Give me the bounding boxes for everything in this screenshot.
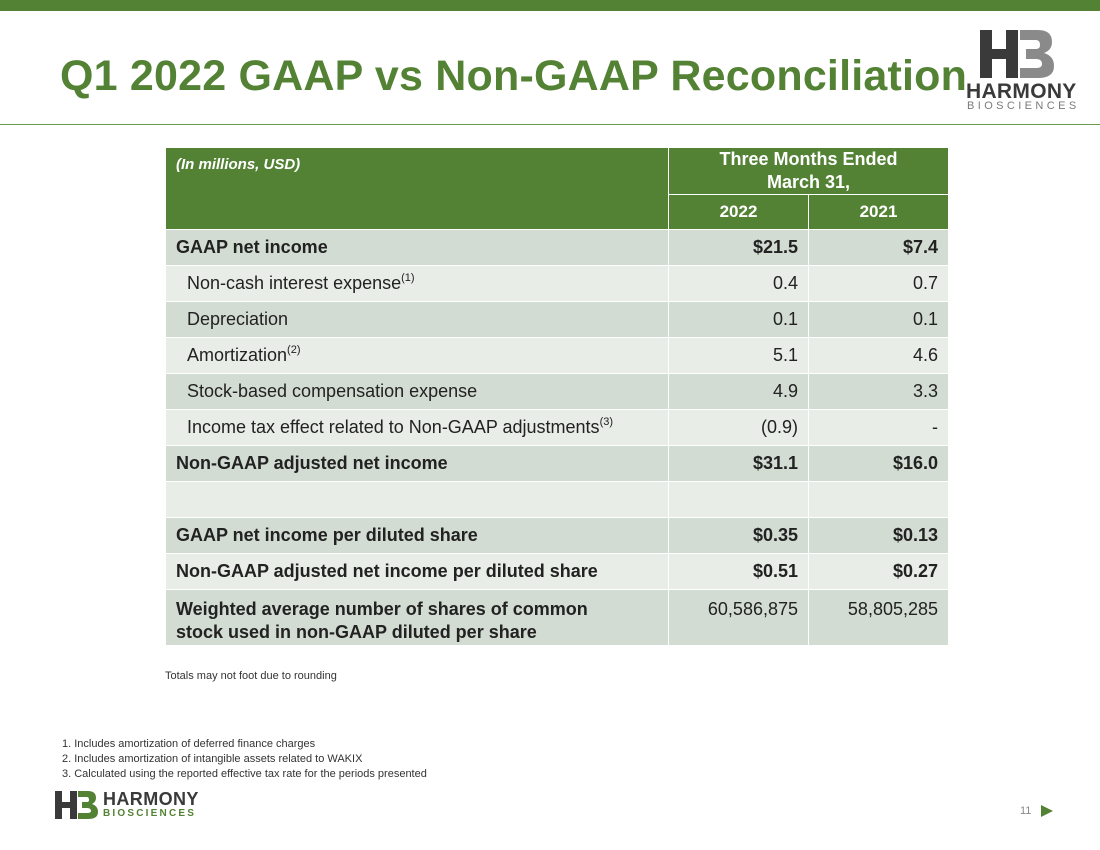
value-2021: $16.0 [809, 446, 949, 482]
spacer-row [166, 482, 949, 518]
row-label-cell [166, 338, 669, 374]
value-2021: 0.7 [809, 266, 949, 302]
footnote-3: 3. Calculated using the reported effective tax rate for the periods presented [62, 768, 427, 780]
table-row [166, 266, 949, 302]
value-2022: (0.9) [669, 410, 809, 446]
row-label: GAAP net income [166, 230, 669, 266]
row-label: Non-cash interest expense [187, 273, 402, 293]
table-row [166, 302, 949, 338]
period-header-line2: March 31, [766, 172, 851, 192]
page-number: 11 [1020, 805, 1032, 817]
rounding-note: Totals may not foot due to rounding [165, 670, 337, 682]
company-logo-footer [55, 788, 215, 822]
table-row [166, 230, 949, 266]
value-2022: $0.35 [669, 518, 809, 554]
footnote-1: 1. Includes amortization of deferred finance charges [62, 738, 316, 750]
value-2022: 4.9 [669, 374, 809, 410]
value-2022: $31.1 [669, 446, 809, 482]
logo-tagline: BIOSCIENCES [967, 100, 1080, 112]
row-label-cell [166, 266, 669, 302]
value-2021: 4.6 [809, 338, 949, 374]
value-2021: 3.3 [809, 374, 949, 410]
row-label-cell [166, 590, 669, 646]
reconciliation-table [165, 147, 949, 646]
top-accent-bar [0, 0, 1100, 11]
hb-logo-icon [980, 28, 1056, 80]
value-2022: 60,586,875 [669, 590, 809, 646]
row-label: GAAP net income per diluted share [166, 518, 669, 554]
value-2021: $0.27 [809, 554, 949, 590]
footnote-ref: (1) [401, 272, 415, 284]
period-header [669, 148, 949, 195]
unit-label: (In millions, USD) [166, 148, 669, 230]
value-2021: 58,805,285 [809, 590, 949, 646]
value-2021: $0.13 [809, 518, 949, 554]
value-2022: $0.51 [669, 554, 809, 590]
row-label: Amortization [187, 345, 288, 365]
value-2021: $7.4 [809, 230, 949, 266]
table-row [166, 446, 949, 482]
table-row [166, 518, 949, 554]
footnote-ref: (3) [599, 416, 614, 428]
row-label: Income tax effect related to Non-GAAP adjustments [187, 417, 600, 437]
hb-logo-icon [55, 790, 99, 820]
logo-tagline: BIOSCIENCES [103, 808, 197, 819]
value-2022: 0.1 [669, 302, 809, 338]
title-divider [0, 124, 1100, 125]
value-2022: 0.4 [669, 266, 809, 302]
year-header-2021: 2021 [809, 195, 949, 230]
value-2021: - [809, 410, 949, 446]
footnotes [62, 737, 427, 782]
value-2022 [669, 482, 809, 518]
next-arrow-icon [1040, 804, 1054, 818]
row-label [166, 482, 669, 518]
value-2021: 0.1 [809, 302, 949, 338]
logo-brand-name: HARMONY [966, 80, 1077, 103]
table-row [166, 590, 949, 646]
row-label-line2: stock used in non-GAAP diluted per share [176, 622, 537, 642]
row-label: Depreciation [166, 302, 669, 338]
row-label: Non-GAAP adjusted net income [166, 446, 669, 482]
row-label: Stock-based compensation expense [166, 374, 669, 410]
row-label-cell [166, 410, 669, 446]
footnote-ref: (2) [287, 344, 301, 356]
year-header-2022: 2022 [669, 195, 809, 230]
footnote-2: 2. Includes amortization of intangible assets related to WAKIX [62, 753, 363, 765]
slide-title: Q1 2022 GAAP vs Non-GAAP Reconciliation [60, 52, 968, 100]
table-row [166, 374, 949, 410]
company-logo-header [966, 28, 1080, 112]
table-row [166, 410, 949, 446]
value-2021 [809, 482, 949, 518]
value-2022: $21.5 [669, 230, 809, 266]
period-header-line1: Three Months Ended [719, 149, 898, 169]
row-label: Non-GAAP adjusted net income per diluted share [166, 554, 669, 590]
value-2022: 5.1 [669, 338, 809, 374]
logo-brand-name: HARMONY [103, 789, 199, 809]
table-row [166, 554, 949, 590]
table-row [166, 338, 949, 374]
row-label-line1: Weighted average number of shares of common [176, 599, 588, 619]
